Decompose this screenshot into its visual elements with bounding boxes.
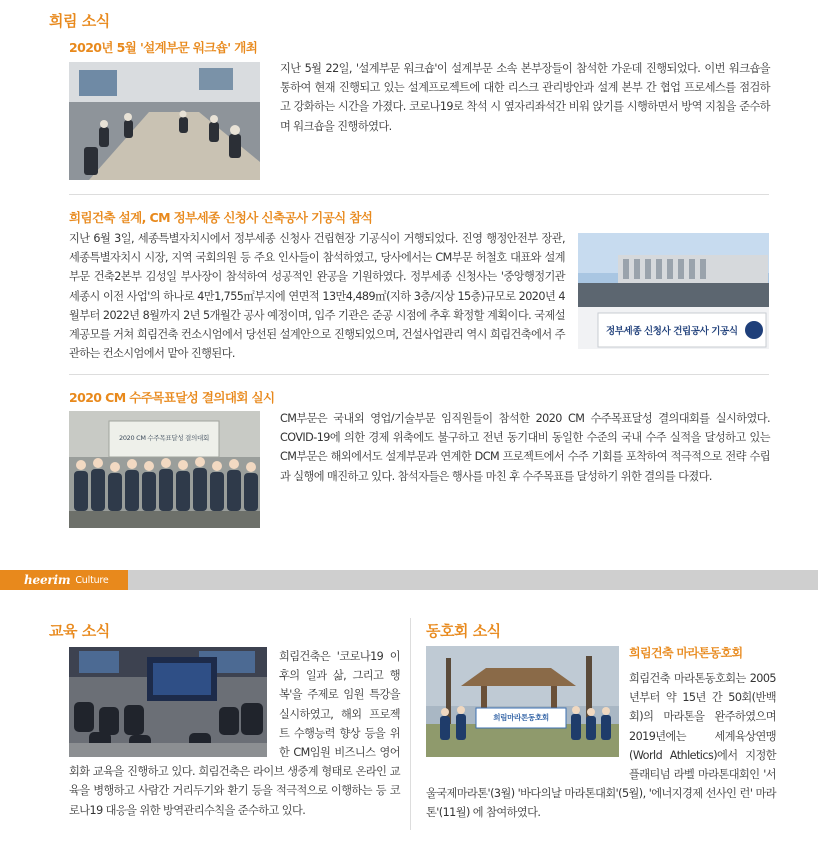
article-2-title: 희림건축 설계, CM 정부세종 신청사 신축공사 기공식 참석 [69,210,373,225]
culture-banner-brand: heerim [24,573,71,587]
column-divider [410,618,411,830]
article-divider-1 [69,194,769,195]
article-3-title: 2020 CM 수주목표달성 결의대회 실시 [69,390,275,405]
article-1-body: 지난 5월 22일, '설계부문 워크숍'이 설계부문 소속 본부장들이 참석한 가운데 진행되었다. 이번 워크숍을 통하여 현재 진행되고 있는 설계프로젝트에 대한 리스크 관리방안과 설계 본부 간 협업 프로세스를 점검하고 강화하는 시간을 가졌다. 코로나19로 착석 시 옆자리좌석간 비워 앉기를 시행하면서 방역 지침을 준수하며 워크숍을 진행하였다. [280,62,770,133]
education-body: 희림건축은 '코로나19 이후의 일과 삶, 그리고 행복'을 주제로 임원 특강을 실시하였고, 해외 프로젝트 수행능력 향상 등을 위한 CM임원 비즈니스 영어회화 교육을 진행하고 있다. 희림건축은 라이브 생중계 형태로 온라인 교육을 병행하고 사람간 거리두기와 환기 등을 적극적으로 이행하는 등 코로나19 대응을 위한 방역관리수칙을 준수하고 있다. [69,650,400,817]
article-divider-2 [69,374,769,375]
cm-rally-banner-text: 2020 CM 수주목표달성 결의대회 [119,434,209,442]
groundbreaking-photo [578,233,769,349]
culture-banner-tab [0,570,128,590]
club-section-title: 동호회 소식 [426,622,501,640]
club-subtitle: 희림건축 마라톤동호회 [629,646,743,660]
lecture-photo [69,647,267,757]
cm-rally-photo [69,411,260,528]
club-body: 희림건축 마라톤동호회는 2005년부터 약 15년 간 50회(반백회)의 마라톤을 완주하였으며 2019년에는 세계육상연맹(World Athletics)에서 지정한 플래티넘 라벨 마라톤대회인 '서울국제마라톤'(3월) '바다의날 마라톤대회'(5월), '에너지경제 선사인 런' 마라톤'(11월) 에 참여하였다. [426,672,776,820]
club-photo-spacer [426,644,629,770]
education-article [69,647,400,820]
article-2-body: 지난 6월 3일, 세종특별자치시에서 정부세종 신청사 건립현장 기공식이 거행되었다. 진영 행정안전부 장관, 세종특별자치시 시장, 지역 국회의원 등 주요 인사들이 참석하였고, 당사에서는 CM부문 허철호 대표와 설계부문 건축2본부 김성일 부사장이 참석하여 성공적인 완공을 기원하였다. 정부세종 신청사는 '중앙행정기관 세종시 이전 사업'의 하나로 4만1,755㎡부지에 연면적 13만4,489㎡(지하 3층/지상 15층)규모로 2020년 4월부터 2022년 8월까지 2년 5개월간 공사 예정이며, 입주 기관은 준공 시점에 추후 확정할 계획이다. 국제설계공모를 거쳐 희림건축 컨소시엄에서 당선된 설계안으로 진행되었으며, 건설사업관리 역시 희림건축에서 주관하는 컨소시엄에서 맡아 진행된다. [69,232,565,361]
workshop-photo [69,62,260,180]
education-section-title: 교육 소식 [49,622,110,640]
culture-banner-label: Culture [75,574,109,586]
article-1-title: 2020년 5월 '설계부문 워크숍' 개최 [69,40,258,55]
marathon-banner-text: 희림마라톤동호회 [493,713,549,722]
news-section-title: 희림 소식 [49,12,110,30]
article-3-body: CM부문은 국내외 영업/기술부문 임직원들이 참석한 2020 CM 수주목표달성 결의대회를 실시하였다. COVID-19에 의한 경제 위축에도 불구하고 전년 동기대비 동일한 수준의 국내 수주 실적을 달성하고 있는 CM부문은 해외에서도 설계부문과 연계한 DCM 프로젝트에서 수주 기회를 포착하여 적극적으로 전략 수립과 실행에 매진하고 있다. 참석자들은 행사를 마친 후 수주목표를 달성하기 위한 결의를 다졌다. [280,412,770,483]
groundbreaking-banner-text: 정부세종 신청사 건립공사 기공식 [606,326,738,337]
club-article [426,644,776,823]
